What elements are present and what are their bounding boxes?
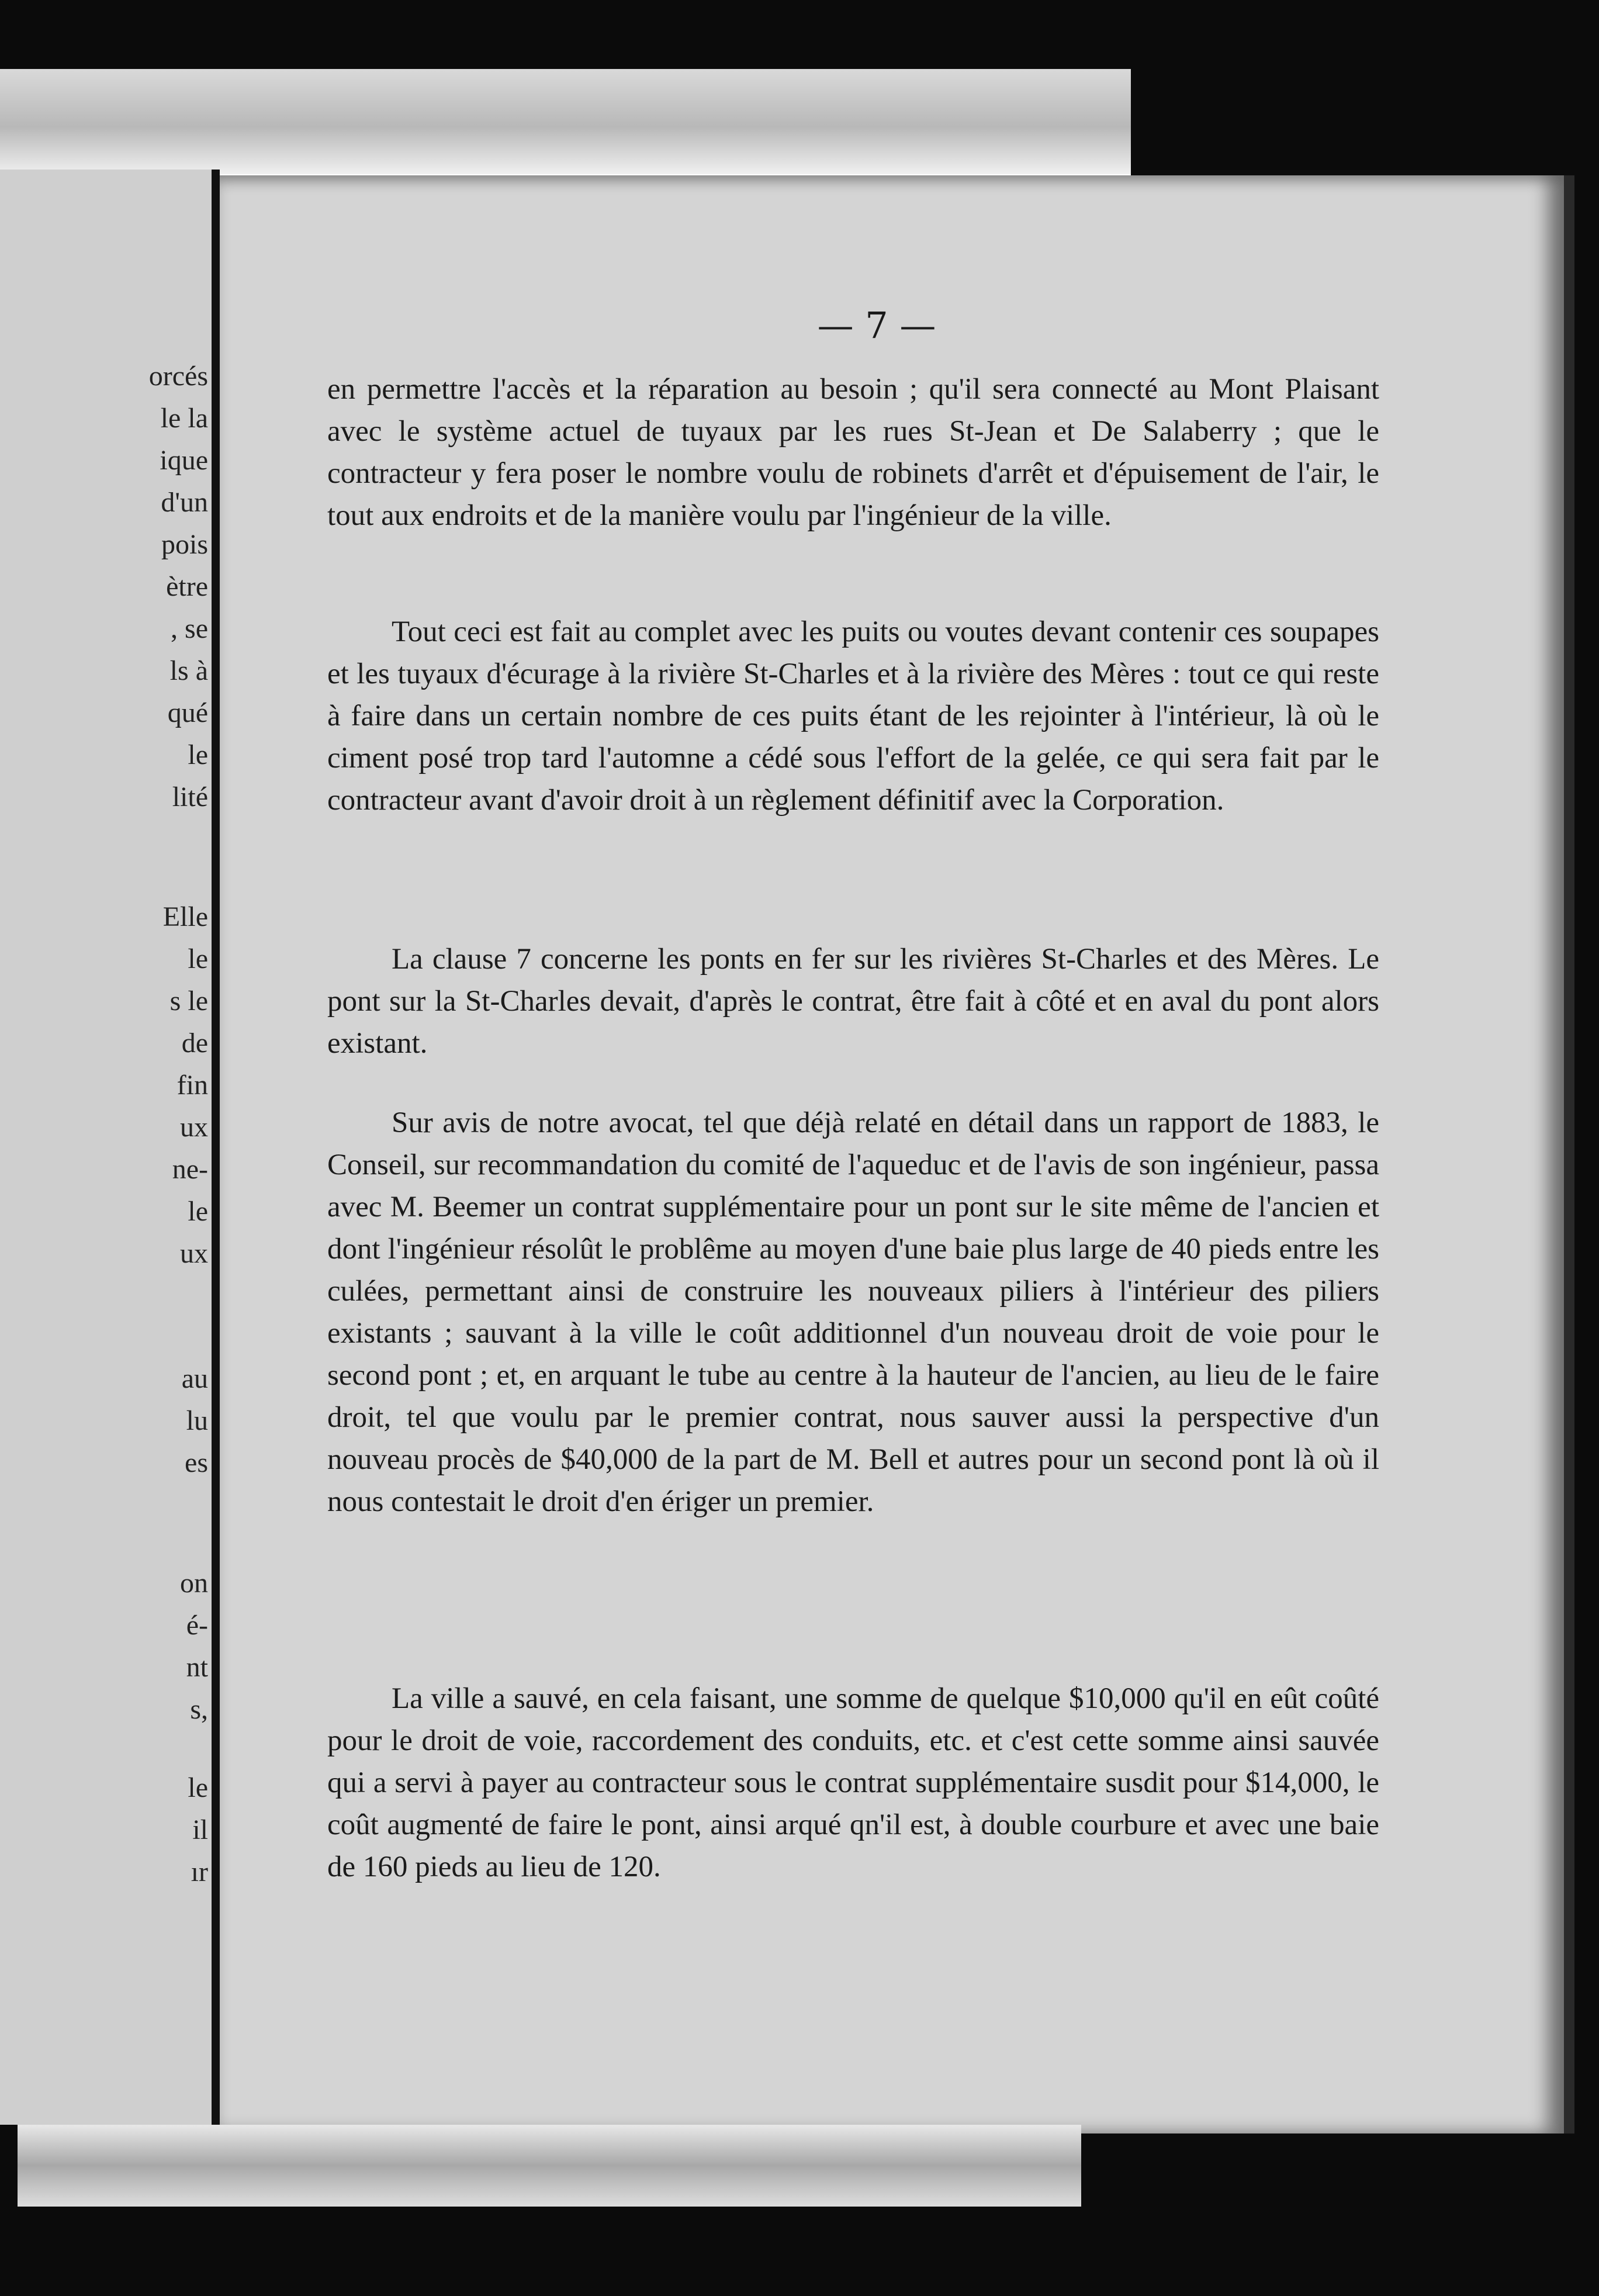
paragraph-text: en permettre l'accès et la réparation au besoin ; qu'il sera connecté au Mont Plaisant avec le système actuel de tuyaux par les rues St-Jean et De Salaberry ; que le contracteur y fera poser le nombre voulu de robinets d'arrêt et d'épuisement de l'air, le tout aux endroits et de la manière voulu par l'ingénieur de la ville.: [327, 373, 1379, 532]
paragraph: [327, 368, 1379, 537]
paragraph: [327, 611, 1379, 821]
paragraph-text: La ville a sauvé, en cela faisant, une somme de quelque $10,000 qu'il en eût coûté pour le droit de voie, raccordement des conduits, etc. et c'est cette somme ainsi sauvée qui a servi à payer au contracteur sous le contrat supplémentaire susdit pour $14,000, le coût augmenté de faire le pont, ainsi arqué qn'il est, à double courbure et avec une baie de 160 pieds au lieu de 120.: [327, 1682, 1379, 1883]
left-page-fragment: é-: [186, 1610, 208, 1641]
scanner-strip-top: [0, 69, 1131, 178]
paragraph-text: Sur avis de notre avocat, tel que déjà relaté en détail dans un rapport de 1883, le Conseil, sur recommandation du comité de l'aqueduc et de l'avis de son ingénieur, passa avec M. Beemer un contrat supplémentaire pour un pont sur le site même de l'ancien et dont l'ingénieur résolût le problême au moyen d'une baie plus large de 40 pieds entre les culées, permettant ainsi de construire les nouveaux piliers à l'intérieur des piliers existants ; sauvant à la ville le coût additionnel d'un nouveau droit de voie pour le second pont ; et, en arquant le tube au centre à la hauteur de l'ancien, au lieu de le faire droit, tel que voulu par le premier contrat, nous sauver aussi la perspective d'un nouveau procès de $40,000 de la part de M. Bell et autres pour un second pont là où il nous contestait le droit d'en ériger un premier.: [327, 1106, 1379, 1518]
left-page-fragment: orcés: [148, 361, 208, 392]
paragraph: [327, 1678, 1379, 1888]
left-page-fragment: Elle: [162, 901, 208, 932]
left-page-fragment: il: [192, 1814, 208, 1845]
page-number: — 7 —: [817, 304, 936, 347]
left-page-fragment: de: [181, 1028, 208, 1059]
left-page-fragment: ètre: [166, 571, 208, 602]
left-page-fragment: qué: [167, 697, 208, 728]
left-page-fragment: lité: [172, 782, 208, 812]
left-page-fragment: fin: [176, 1070, 208, 1101]
paragraph-text: Tout ceci est fait au complet avec les puits ou voutes devant contenir ces soupapes et les tuyaux d'écurage à la rivière St-Charles et à la rivière des Mères : tout ce qui reste à faire dans un certain nombre de ces puits étant de les rejointer à l'intérieur, là où le ciment posé trop tard l'automne a cédé sous l'effort de la gelée, ce qui sera fait par le contracteur avant d'avoir droit à un règlement définitif avec la Corporation.: [327, 616, 1379, 817]
scanner-strip-bottom: [18, 2125, 1081, 2207]
left-page-fragment: d'un: [161, 487, 208, 518]
left-page-fragment: au: [181, 1363, 208, 1394]
left-page-fragment: es: [185, 1447, 208, 1478]
left-page-fragment: le: [188, 739, 208, 770]
left-page-fragment: s,: [190, 1694, 208, 1725]
left-page-fragment: ls à: [169, 655, 208, 686]
paragraph-text: La clause 7 concerne les ponts en fer sur les rivières St-Charles et des Mères. Le pont sur la St-Charles devait, d'après le contrat, être fait à côté et en aval du pont alors existant.: [327, 943, 1379, 1060]
left-page-fragment: on: [180, 1568, 208, 1599]
left-page-fragment: lu: [186, 1405, 208, 1436]
paragraph: [327, 1102, 1379, 1523]
left-page: [0, 170, 216, 2125]
left-page-fragment: le la: [160, 403, 208, 434]
left-page-fragment: pois: [161, 529, 208, 560]
left-page-fragment: ique: [160, 445, 208, 476]
left-page-fragment: ne-: [172, 1154, 208, 1185]
left-page-fragment: nt: [186, 1652, 208, 1683]
left-page-fragment: le: [188, 1772, 208, 1803]
left-page-fragment: ır: [191, 1856, 208, 1887]
left-page-fragment: , se: [171, 613, 208, 644]
left-page-fragment: le: [188, 1196, 208, 1227]
paragraph: [327, 938, 1379, 1064]
left-page-fragment: ux: [180, 1238, 208, 1269]
left-page-fragment: ux: [180, 1112, 208, 1143]
left-page-fragment: le: [188, 943, 208, 974]
left-page-fragment: s le: [169, 986, 208, 1016]
book-gutter: [212, 170, 220, 2125]
